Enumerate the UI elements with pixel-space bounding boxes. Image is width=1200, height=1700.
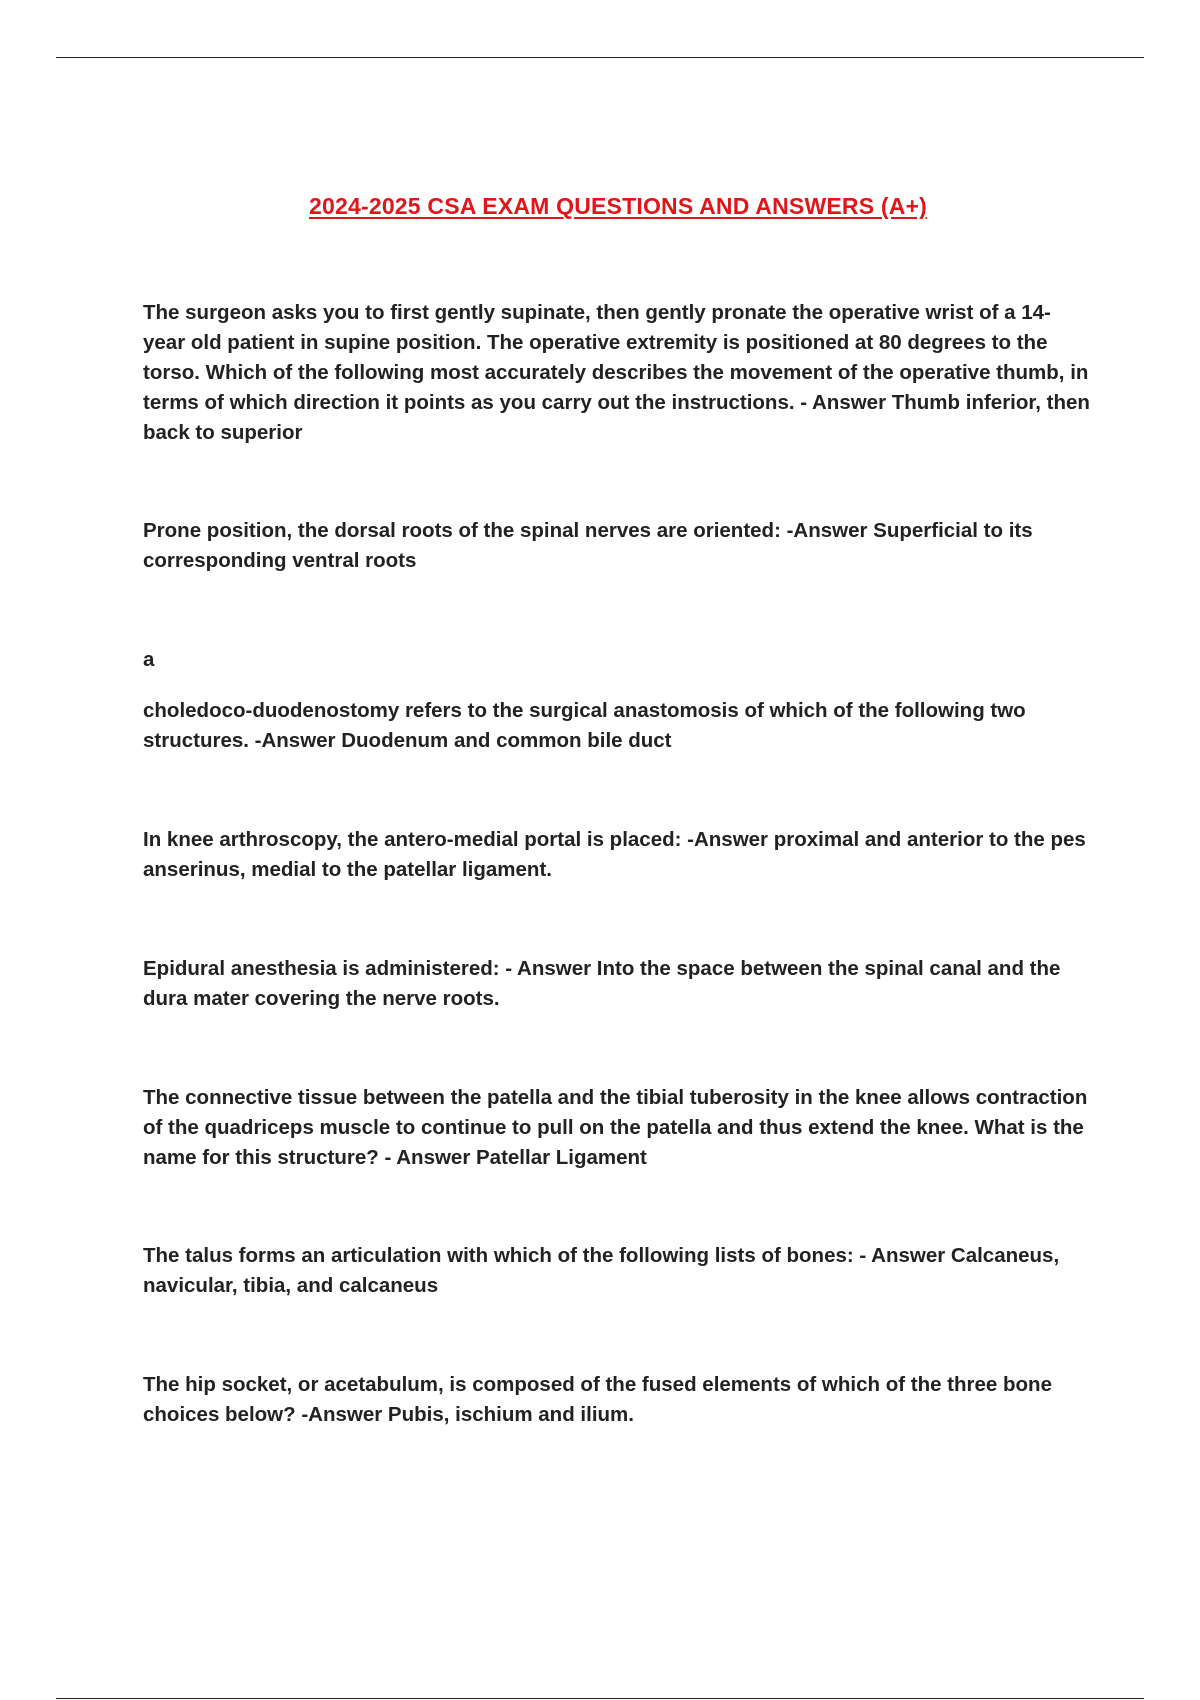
bottom-divider: [56, 1698, 1144, 1699]
document-title: 2024-2025 CSA EXAM QUESTIONS AND ANSWERS (A+): [309, 193, 927, 219]
qa-entry-6: Epidural anesthesia is administered: - Answer Into the space between the spinal canal and the dura mater covering the nerve roots.: [143, 957, 1061, 1010]
top-divider: [56, 57, 1144, 58]
qa-entry-5: In knee arthroscopy, the antero-medial portal is placed: -Answer proximal and anterior to the pes anserinus, medial to the patellar ligament.: [143, 828, 1086, 881]
qa-entry-4: choledoco-duodenostomy refers to the surgical anastomosis of which of the following two structures. -Answer Duodenum and common bile duct: [143, 699, 1026, 752]
qa-entry-2: Prone position, the dorsal roots of the spinal nerves are oriented: -Answer Superficial to its corresponding ventral roots: [143, 519, 1033, 572]
qa-entry-3: a: [143, 648, 155, 671]
qa-entry-1: The surgeon asks you to first gently supinate, then gently pronate the operative wrist of a 14-year old patient in supine position. The operative extremity is positioned at 80 degrees to the torso. Which of the following most accurately describes the movement of the operative thumb, in terms of which direction it points as you carry out the instructions. - Answer Thumb inferior, then back to superior: [143, 301, 1090, 444]
qa-entry-7: The connective tissue between the patella and the tibial tuberosity in the knee allows contraction of the quadriceps muscle to continue to pull on the patella and thus extend the knee. What is the name for this structure? - Answer Patellar Ligament: [143, 1086, 1088, 1169]
qa-entry-9: The hip socket, or acetabulum, is composed of the fused elements of which of the three bone choices below? -Answer Pubis, ischium and ilium.: [143, 1373, 1052, 1426]
qa-entry-8: The talus forms an articulation with which of the following lists of bones: - Answer Calcaneus, navicular, tibia, and calcaneus: [143, 1244, 1060, 1297]
